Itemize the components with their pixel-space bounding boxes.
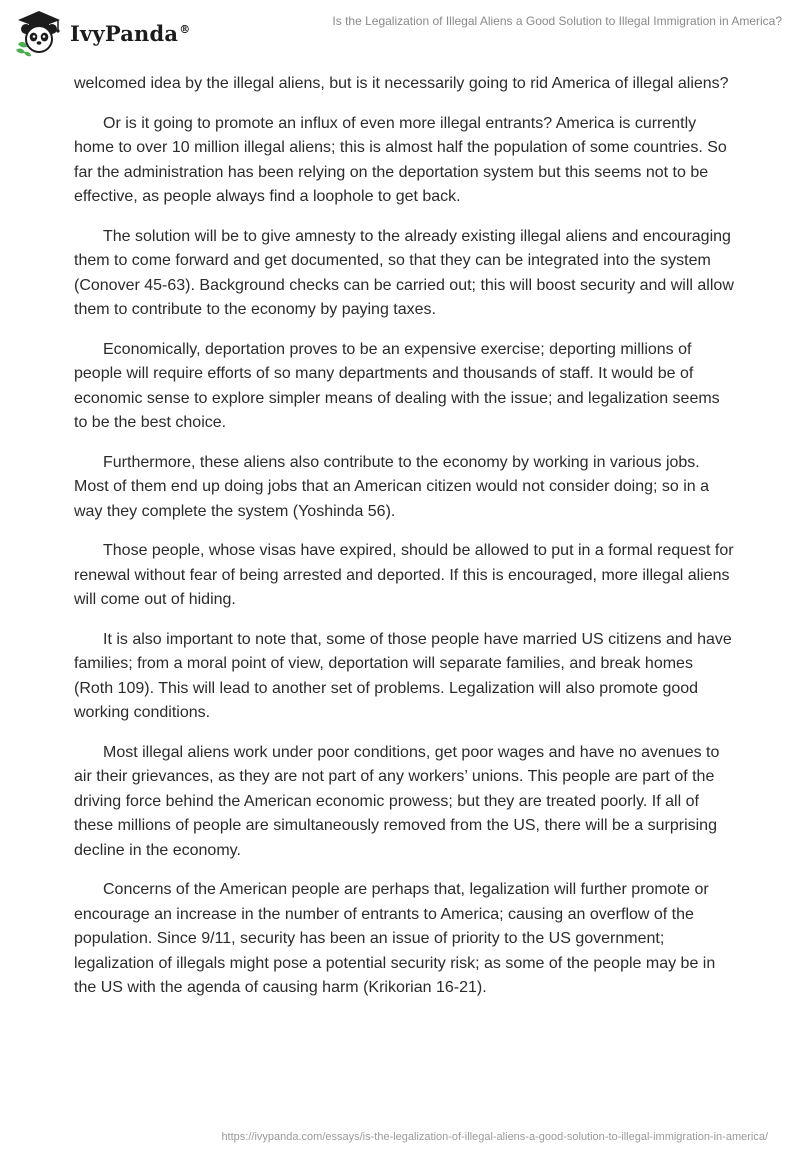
page-header bbox=[0, 0, 800, 64]
document-title: Is the Legalization of Illegal Aliens a Good Solution to Illegal Immigration in America? bbox=[332, 14, 782, 28]
essay-paragraph-9: Concerns of the American people are perhaps that, legalization will further promote or encourage an increase in the number of entrants to America; causing an overflow of the population. Since 9/11, security has been an issue of priority to the US government; legalization of illegals might pose a potential security risk; as some of the people may be in the US with the agenda of causing harm (Krikorian 16-21). bbox=[74, 881, 716, 996]
essay-paragraph-6: Those people, whose visas have expired, should be allowed to put in a formal request for renewal without fear of being arrested and deported. If this is encouraged, more illegal aliens will come out of hiding. bbox=[74, 542, 734, 608]
essay-paragraph-4: Economically, deportation proves to be an expensive exercise; deporting millions of people will require efforts of so many departments and thousands of staff. It would be of economic sense to explore simpler means of dealing with the issue; and legalization seems to be the best choice. bbox=[74, 340, 720, 431]
registered-mark: ® bbox=[179, 22, 191, 36]
brand-name: IvyPanda® bbox=[70, 20, 191, 46]
panda-graduate-icon bbox=[14, 8, 64, 58]
essay-paragraph-7: It is also important to note that, some of those people have married US citizens and have families; from a moral point of view, deportation will separate families, and break homes (Roth 109). This will lead to another set of problems. Legalization will also promote good working conditions. bbox=[74, 630, 732, 721]
essay-paragraph-3: The solution will be to give amnesty to the already existing illegal aliens and encouraging them to come forward and get documented, so that they can be integrated into the system (Conover 45-63). Background checks can be carried out; this will boost security and will allow them to contribute to the economy by paying taxes. bbox=[74, 227, 734, 318]
essay-paragraph-2: Or is it going to promote an influx of even more illegal entrants? America is currently home to over 10 million illegal aliens; this is almost half the population of some countries. So far the administration has been relying on the deportation system but this seems not to be effective, as people always find a loophole to get back. bbox=[74, 114, 727, 205]
essay-paragraph-1: welcomed idea by the illegal aliens, but is it necessarily going to rid America of illegal aliens? bbox=[74, 75, 729, 92]
brand-logo[interactable] bbox=[14, 8, 190, 58]
essay-paragraph-5: Furthermore, these aliens also contribute to the economy by working in various jobs. Most of them end up doing jobs that an American citizen would not consider doing; so in a way they complete the system (Yoshinda 56). bbox=[74, 453, 710, 520]
essay-paragraph-8: Most illegal aliens work under poor conditions, get poor wages and have no avenues to air their grievances, as they are not part of any workers’ unions. This people are part of the driving force behind the American economic prowess; but they are treated poorly. If all of these millions of people are simultaneously removed from the US, there will be a surprising decline in the economy. bbox=[74, 743, 720, 859]
source-url[interactable]: https://ivypanda.com/essays/is-the-legalization-of-illegal-aliens-a-good-solution-to-illegal-immigration-in-america/ bbox=[221, 1131, 768, 1143]
essay-body bbox=[74, 72, 734, 1016]
